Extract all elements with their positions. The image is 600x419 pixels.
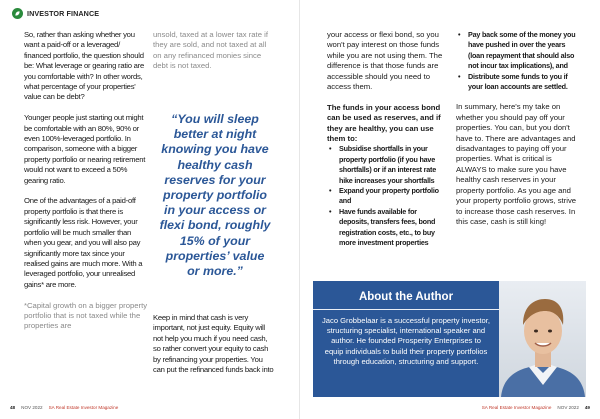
leaf-icon <box>12 8 23 19</box>
page-number: 48 <box>10 405 16 410</box>
list-item: • Distribute some funds to you if your loan accounts are settled. <box>456 72 581 93</box>
column-2-top <box>153 30 272 82</box>
list-item: • Have funds available for deposits, transfers fees, bond registration costs, etc., to buy more investment properties <box>327 207 448 249</box>
author-text <box>313 281 499 397</box>
publication-name: SA Real Estate Investor Magazine <box>481 405 552 410</box>
list-item: • Pay back some of the money you have pushed in over the years (loan repayment that should also not incur tax implications), and <box>456 30 581 72</box>
paragraph: One of the advantages of a paid-off property portfolio is that there is significantly less risk. However, your portfolio will be much smaller than when you gear, and you will also pay significantly more tax since your realised gains are much more. With a leveraged portfolio, your unrealised gains* are more. <box>24 196 143 289</box>
list-item: • Expand your property portfolio and <box>327 186 448 207</box>
footer-left <box>10 405 118 411</box>
divider <box>313 309 499 310</box>
page-number: 49 <box>584 405 590 410</box>
column-4 <box>456 30 581 238</box>
issue-date: NOV 2022 <box>557 405 579 410</box>
paragraph: In summary, here's my take on whether you should pay off your properties. You can, but you don't have to. There are advantages and disadvantages to paying off your properties. What is critical is ALWAYS to make sure you have healthy cash reserves in your property portfolio. As you age and your property portfolio grows, strive to increase those cash reserves. In this case, cash is still king! <box>456 102 577 226</box>
left-page <box>0 0 299 419</box>
column-2-bottom <box>153 313 274 386</box>
paragraph: Keep in mind that cash is very important, not just equity. Equity will not help you much if you need cash, so rather convert your equity to cash by refinancing your properties. You can put the refinanced funds back into <box>153 313 274 375</box>
paragraph: your access or flexi bond, so you won't pay interest on those funds while you are not using them. The difference is that those funds are accessible should you need to access them. <box>327 30 443 92</box>
paragraph: So, rather than asking whether you want a paid-off or a leveraged/ financed portfolio, the question should be: What leverage or gearing ratio are you comfortable with? In other words, what percentage of your properties' value can be debt? <box>24 30 144 102</box>
section-header <box>12 6 99 20</box>
column-3 <box>327 30 448 249</box>
issue-date: NOV 2022 <box>21 405 43 410</box>
pull-quote: “You will sleep better at night knowing you have healthy cash reserves for your property portfolio in your access or flexi bond, roughly 15% of your properties’ value or more.” <box>159 112 271 279</box>
section-title: INVESTOR FINANCE <box>27 8 100 18</box>
author-heading: About the Author <box>358 291 454 303</box>
bullet-list <box>456 30 581 92</box>
paragraph: unsold, taxed at a lower tax rate if they are sold, and not taxed at all on any refinanced monies since debt is not taxed. <box>153 30 268 71</box>
about-author-box <box>313 281 586 397</box>
author-bio: Jaco Grobbelaar is a successful property investor, structuring specialist, international speaker and author. He founded Prosperity Enterprises to equip individuals to build their property portfolios through education, structuring and support. <box>322 316 490 366</box>
footer-right <box>482 405 590 411</box>
list-item: • Subsidise shortfalls in your property portfolio (if you have shortfalls) or if an interest rate hike increases your shortfalls <box>327 144 448 186</box>
paragraph: Younger people just starting out might be comfortable with an 80%, 90% or even 100%-leveraged portfolio. In comparison, someone with a bigger property portfolio or nearing retirement would not want to exceed a 50% gearing ratio. <box>24 113 146 185</box>
publication-name: SA Real Estate Investor Magazine <box>48 405 119 410</box>
column-1 <box>24 30 148 342</box>
paragraph-lead: The funds in your access bond can be used as reserves, and if they are healthy, you can use them to: <box>327 102 441 144</box>
author-photo <box>499 281 586 397</box>
bullet-list <box>327 144 448 248</box>
footnote: *Capital growth on a bigger property portfolio that is not taxed while the properties are <box>24 300 148 331</box>
